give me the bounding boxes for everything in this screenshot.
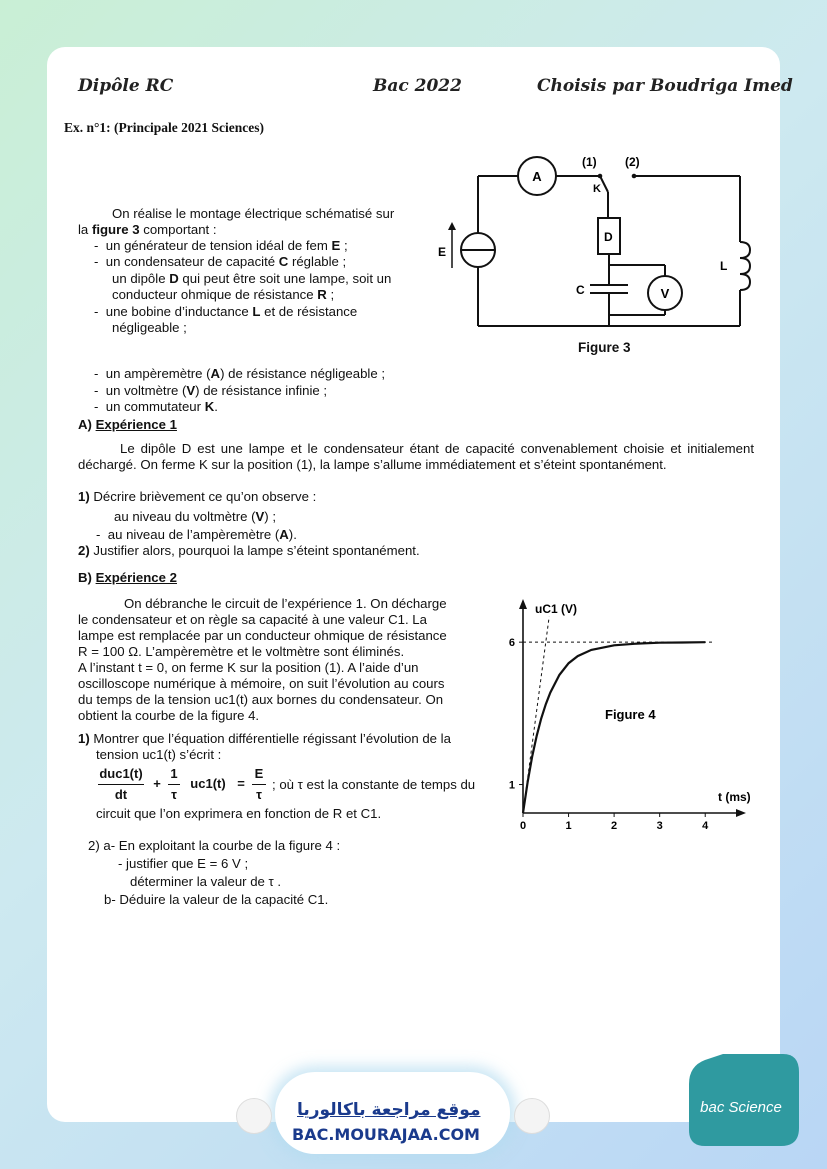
footer-site-link[interactable]: BAC.MOURAJAA.COM xyxy=(292,1125,480,1144)
x-axis-arrow xyxy=(736,809,746,817)
eq-one: 1 xyxy=(170,766,178,781)
paragraph-line: On débranche le circuit de l’expérience 1. On décharge xyxy=(124,596,447,611)
switch-terminal-1 xyxy=(598,174,603,179)
x-tick-label: 1 xyxy=(565,820,572,832)
question-item: b- Déduire la valeur de la capacité C1. xyxy=(104,892,329,907)
paragraph-line: A l’instant t = 0, on ferme K sur la position (1). A l’aide d’un xyxy=(78,660,419,675)
dipole-label: D xyxy=(604,230,613,244)
voltmeter-label: V xyxy=(660,286,670,301)
paragraph-line: du temps de la tension uc1(t) aux bornes du condensateur. On xyxy=(78,692,444,707)
charge-curve xyxy=(523,642,705,813)
eq-E: E xyxy=(254,766,264,781)
component-item: - un condensateur de capacité C réglable ; xyxy=(94,254,347,269)
component-item: - une bobine d’inductance L et de résistance xyxy=(94,304,358,319)
paragraph-line: obtient la courbe de la figure 4. xyxy=(78,708,260,723)
question: 2) a- En exploitant la courbe de la figure 4 : xyxy=(88,838,341,853)
section-heading: A) Expérience 1 xyxy=(78,417,177,432)
ammeter-label: A xyxy=(532,169,542,184)
paragraph-line: R = 100 Ω. L’ampèremètre et le voltmètre sont éliminés. xyxy=(78,644,405,659)
left-logo-icon xyxy=(236,1098,272,1134)
bac-science-badge xyxy=(683,1050,801,1150)
component-item: - un commutateur K. xyxy=(94,399,218,414)
switch-pos1-label: (1) xyxy=(582,155,597,169)
x-tick-label: 0 xyxy=(519,820,527,832)
header-author: Choisis par Boudriga Imed xyxy=(537,76,793,96)
component-item: un dipôle D qui peut être soit une lampe, soit un xyxy=(112,271,392,286)
figure4-chart xyxy=(505,595,755,835)
question-item: déterminer la valeur de τ . xyxy=(130,874,282,889)
question-line: tension uc1(t) s’écrit : xyxy=(96,747,222,762)
experience2-paragraph xyxy=(78,596,493,724)
eq-tau-den: τ xyxy=(256,787,262,802)
paragraph: Le dipôle D est une lampe et le condensateur étant de capacité convenablement choisie et initialement déchargé. On ferme K sur la position (1), la lampe s’allume immédiatement et s’éteint spontanément. xyxy=(78,441,754,472)
y-tick-label: 6 xyxy=(508,637,515,650)
question: 1) Montrer que l’équation différentielle régissant l’évolution de la xyxy=(78,731,451,746)
question-item: - au niveau de l’ampèremètre (A). xyxy=(96,527,297,542)
exercise-title: Ex. n°1: (Principale 2021 Sciences) xyxy=(64,120,265,135)
question: 2) Justifier alors, pourquoi la lampe s’éteint spontanément. xyxy=(78,543,420,558)
voltage-arrow xyxy=(448,222,456,230)
component-item: négligeable ; xyxy=(112,320,187,335)
intro-line: On réalise le montage électrique schématisé sur xyxy=(112,206,395,221)
switch-terminal-2 xyxy=(632,174,637,179)
component-item: - un générateur de tension idéal de fem E ; xyxy=(94,238,348,253)
eq-equals: = xyxy=(237,776,245,791)
component-item: - un voltmètre (V) de résistance infinie ; xyxy=(94,383,328,398)
capacitor-label: C xyxy=(576,283,585,297)
circuit-diagram xyxy=(430,150,760,360)
component-item: conducteur ohmique de résistance R ; xyxy=(112,287,335,302)
x-tick-label: 2 xyxy=(611,820,618,832)
switch-pos2-label: (2) xyxy=(625,155,640,169)
x-tick-label: 4 xyxy=(702,820,709,832)
eq-plus: + xyxy=(153,776,161,791)
y-axis-arrow xyxy=(519,599,527,609)
y-axis-label: uC1 (V) xyxy=(535,602,577,616)
question: 1) Décrire brièvement ce qu’on observe : xyxy=(78,489,317,504)
header-year: Bac 2022 xyxy=(373,76,462,96)
x-axis-label: t (ms) xyxy=(718,790,751,804)
coil-label: L xyxy=(720,259,728,273)
eq-tau: τ xyxy=(171,787,177,802)
paragraph-line: lampe est remplacée par un conducteur ohmique de résistance xyxy=(78,628,447,643)
paragraph-line: oscilloscope numérique à mémoire, on suit l’évolution au cours xyxy=(78,676,445,691)
eq-tail: ; où τ est la constante de temps du xyxy=(272,777,476,792)
right-logo-icon xyxy=(514,1098,550,1134)
x-tick-label: 3 xyxy=(656,820,663,832)
section-heading: B) Expérience 2 xyxy=(78,570,177,585)
paragraph-line: le condensateur et on règle sa capacité à une valeur C1. La xyxy=(78,612,427,627)
switch-label: K xyxy=(593,183,601,195)
eq-denominator: dt xyxy=(114,787,128,802)
intro-line: la figure 3 comportant : xyxy=(78,222,217,237)
question-line: circuit que l’on exprimera en fonction de R et C1. xyxy=(96,806,382,821)
question-item: au niveau du voltmètre (V) ; xyxy=(114,509,277,524)
figure3-caption: Figure 3 xyxy=(578,340,631,355)
generator-label: E xyxy=(438,245,447,259)
header-topic: Dipôle RC xyxy=(78,76,174,96)
figure4-caption: Figure 4 xyxy=(605,707,656,722)
eq-numerator: duc1(t) xyxy=(99,766,143,781)
badge-text: bac Science xyxy=(700,1099,782,1116)
question-item: - justifier que E = 6 V ; xyxy=(118,856,249,871)
component-item: - un ampèremètre (A) de résistance négligeable ; xyxy=(94,366,386,381)
footer-arabic-link[interactable]: موقع مراجعة باكالوريا xyxy=(297,1100,481,1120)
eq-u: uc1(t) xyxy=(190,776,226,791)
y-tick-label: 1 xyxy=(508,779,515,792)
